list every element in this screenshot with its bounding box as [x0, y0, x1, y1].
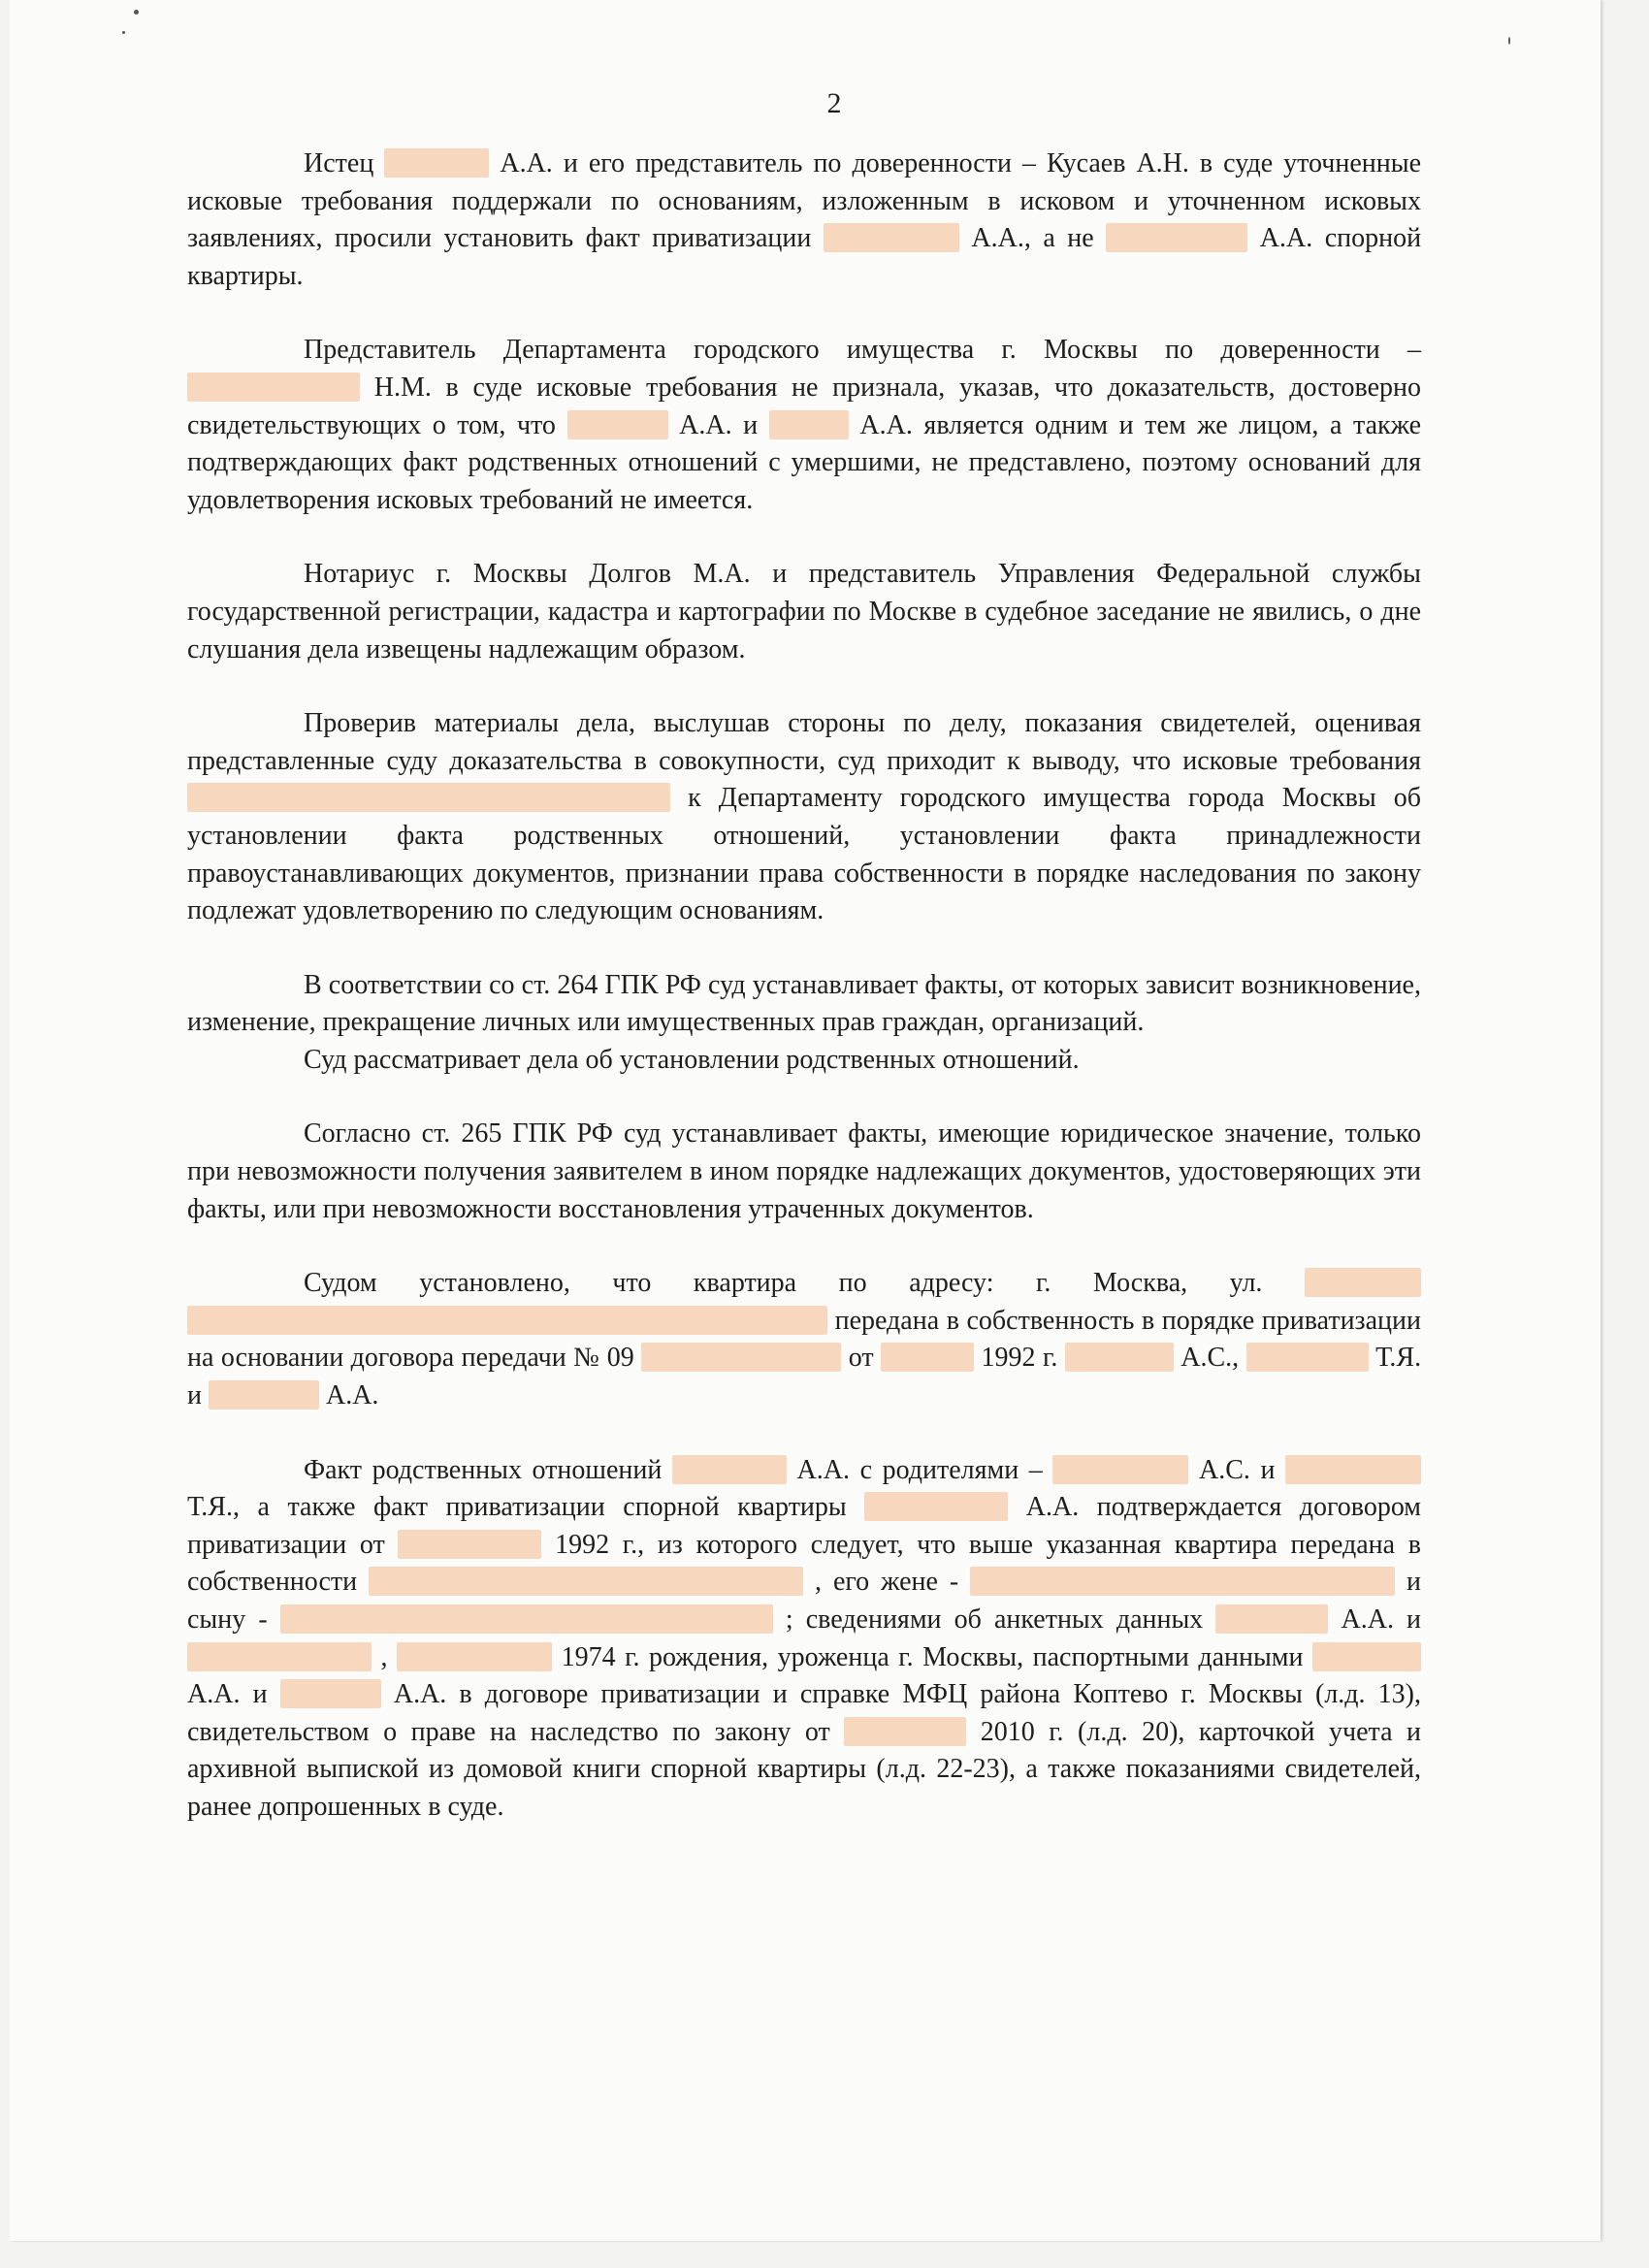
redaction: [1052, 1455, 1188, 1484]
text-run: А.А. с родителями –: [796, 1454, 1043, 1485]
text-run: от: [848, 1343, 874, 1374]
text-run: Представитель Департамента городского имущества г. Москвы по доверенности –: [304, 335, 1421, 366]
page-number: 2: [826, 87, 842, 119]
redaction: [769, 410, 849, 439]
redaction: [970, 1567, 1395, 1596]
text-run: А.А. и: [187, 1679, 268, 1710]
text-run: , его жене -: [815, 1567, 959, 1598]
redaction: [1312, 1642, 1421, 1671]
text-run: 1992 г.: [981, 1343, 1058, 1374]
text-run: передана в собственность в порядке приватизации на основании договора передачи № 09: [187, 1305, 1421, 1374]
text-run: А.С. и: [1199, 1454, 1276, 1485]
redaction: [1065, 1343, 1174, 1372]
redaction: [844, 1717, 966, 1746]
text-run: Н.М. в суде исковые требования не признала, указав, что доказательств, достоверно свидетельствующих о том, что: [187, 372, 1421, 440]
redaction: [1246, 1343, 1369, 1372]
text-run: Проверив материалы дела, выслушав стороны по делу, показания свидетелей, оценивая представленные суду доказательства в совокупности, суд приходит к выводу, что исковые требования: [187, 708, 1421, 776]
redaction: [187, 373, 360, 402]
text-run: Т.Я., а также факт приватизации спорной квартиры: [187, 1492, 847, 1523]
paragraph-relationship-evidence: [187, 1452, 1421, 1827]
paragraph-plaintiff-claims: [187, 146, 1421, 295]
text-run: А.А. является одним и тем же лицом, а также подтверждающих факт родственных отношений с умершими, не представлено, поэтому оснований для удовлетворения исковых требований не имеется.: [187, 409, 1422, 515]
text-run: и сыну -: [187, 1567, 1422, 1635]
paragraph-family-relations: Суд рассматривает дела об установлении родственных отношений.: [304, 1044, 1080, 1075]
redaction: [280, 1679, 381, 1708]
redaction: [672, 1455, 787, 1484]
redaction: [187, 1642, 372, 1671]
text-run: А.С.,: [1180, 1343, 1240, 1374]
paragraph-apartment-established: [187, 1265, 1421, 1414]
text-run: ; сведениями об анкетных данных: [785, 1604, 1204, 1635]
redaction: [398, 1530, 541, 1559]
text-run: А.А. и: [679, 409, 759, 440]
redaction: [567, 410, 668, 439]
text-run: к Департаменту городского имущества города Москвы об установлении факта родственных отношений, установлении факта принадлежности правоустанавливающих документов, признании права собственности в порядке наследования по закону подлежат удовлетворению по следующим основаниям.: [187, 783, 1421, 926]
paragraph-article-264: В соответствии со ст. 264 ГПК РФ суд устанавливает факты, от которых зависит возникновение, изменение, прекращение личных или имущественных прав граждан, организаций.: [187, 969, 1421, 1038]
redaction: [384, 148, 489, 178]
text-run: А.А. подтверждается договором приватизации от: [187, 1492, 1422, 1560]
redaction: [280, 1604, 773, 1634]
text-run: Судом установлено, что квартира по адресу: г. Москва, ул.: [304, 1268, 1263, 1299]
text-run: А.А. и: [1341, 1604, 1422, 1635]
document-page: [10, 0, 1600, 2241]
redaction: [209, 1380, 319, 1409]
text-run: А.А. и его представитель по доверенности – Кусаев А.Н. в суде уточненные исковые требования поддержали по основаниям, изложенным в исковом и уточненном исковых заявлениях, просили установить факт приватизации: [187, 148, 1422, 254]
text-run: А.А. в договоре приватизации и справке МФЦ района Коптево г. Москвы (л.д. 13), свидетельством о праве на наследство по закону от: [187, 1679, 1421, 1747]
redaction: [1305, 1268, 1421, 1297]
text-run: Т.Я. и: [187, 1343, 1422, 1411]
text-run: ,: [380, 1641, 388, 1672]
redaction: [187, 1306, 827, 1335]
redaction: [397, 1642, 552, 1671]
paragraph-notary-absent: Нотариус г. Москвы Долгов М.А. и представитель Управления Федеральной службы государственной регистрации, кадастра и картографии по Москве в судебное заседание не явились, о дне слушания дела извещены надлежащим образом.: [187, 559, 1421, 664]
text-run: 2010 г. (л.д. 20), карточкой учета и архивной выпиской из домовой книги спорной квартиры (л.д. 22-23), а также показаниями свидетелей, ранее допрошенных в суде.: [187, 1716, 1422, 1822]
body-text: [187, 146, 1421, 1827]
redaction: [641, 1343, 841, 1372]
text-run: 1974 г. рождения, уроженца г. Москвы, паспортными данными: [561, 1641, 1304, 1672]
redaction: [824, 223, 959, 252]
text-run: А.А., а не: [971, 223, 1094, 254]
scan-speck: [122, 31, 125, 34]
scan-speck: [1508, 37, 1510, 45]
redaction: [1215, 1604, 1328, 1634]
paragraph-court-conclusion: [187, 705, 1421, 930]
scan-speck: [134, 10, 139, 15]
text-run: А.А.: [325, 1380, 379, 1411]
redaction: [881, 1343, 974, 1372]
paragraph-department-position: [187, 332, 1421, 519]
paragraph-article-265: Согласно ст. 265 ГПК РФ суд устанавливает факты, имеющие юридическое значение, только при невозможности получения заявителем в ином порядке надлежащих документов, удостоверяющих эти факты, или при невозможности восстановления утраченных документов.: [187, 1118, 1421, 1224]
text-run: 1992 г., из которого следует, что выше указанная квартира передана в собственности: [187, 1529, 1422, 1598]
redaction: [369, 1567, 803, 1596]
redaction: [187, 783, 670, 812]
text-run: Факт родственных отношений: [304, 1454, 663, 1485]
text-run: Истец: [304, 148, 374, 178]
redaction: [864, 1492, 1008, 1521]
text-run: А.А. спорной квартиры.: [187, 223, 1422, 291]
redaction: [1285, 1455, 1421, 1484]
redaction: [1106, 223, 1247, 252]
